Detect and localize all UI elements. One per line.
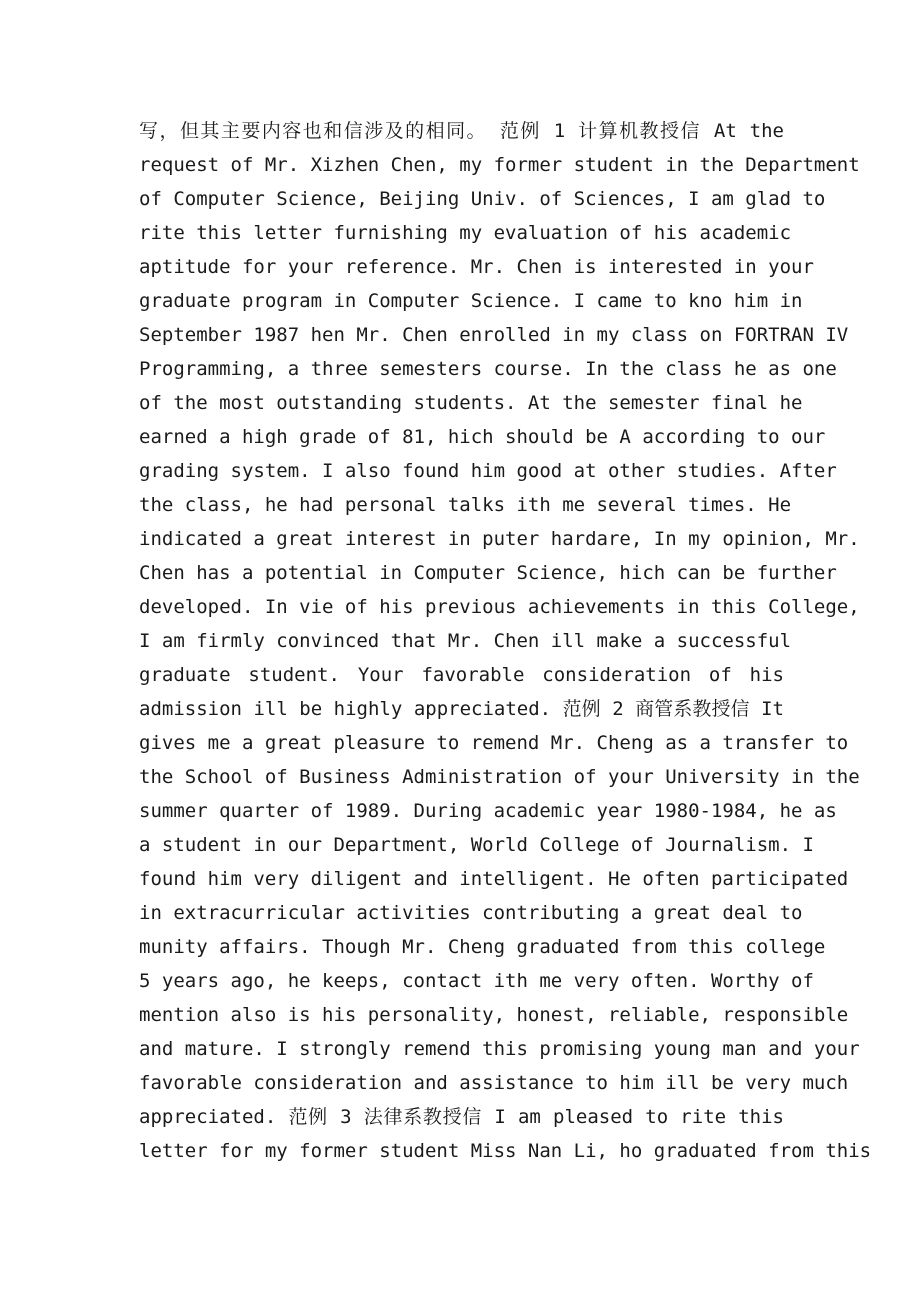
- text-line: 写，但其主要内容也和信涉及的相同。 范例 1 计算机教授信 At the: [139, 120, 784, 142]
- text-line: of Computer Science, Beijing Univ. of Sciences, I am glad to: [139, 188, 826, 210]
- text-line: Programming, a three semesters course. In the class he as one: [139, 358, 837, 380]
- text-line: the School of Business Administration of your University in the: [139, 766, 860, 788]
- text-line: mention also is his personality, honest, reliable, responsible: [139, 1004, 849, 1026]
- text-line: I am firmly convinced that Mr. Chen ill make a successful: [139, 630, 792, 652]
- text-line: grading system. I also found him good at other studies. After: [139, 460, 837, 482]
- text-line: earned a high grade of 81, hich should be A according to our: [139, 426, 826, 448]
- text-line: admission ill be highly appreciated. 范例 2 商管系教授信 It: [139, 698, 784, 720]
- text-line: found him very diligent and intelligent. He often participated: [139, 868, 849, 890]
- text-line: a student in our Department, World College of Journalism. I: [139, 834, 814, 856]
- text-line: aptitude for your reference. Mr. Chen is interested in your: [139, 256, 814, 278]
- text-line: Chen has a potential in Computer Science, hich can be further: [139, 562, 837, 584]
- text-line: rite this letter furnishing my evaluation of his academic: [139, 222, 792, 244]
- body-text: [139, 114, 872, 1168]
- text-line: September 1987 hen Mr. Chen enrolled in my class on FORTRAN IV: [139, 324, 849, 346]
- text-line: favorable consideration and assistance to him ill be very much: [139, 1072, 849, 1094]
- text-line: the class, he had personal talks ith me several times. He: [139, 494, 792, 516]
- text-line: of the most outstanding students. At the semester final he: [139, 392, 803, 414]
- text-line: graduate program in Computer Science. I came to kno him in: [139, 290, 803, 312]
- text-line: summer quarter of 1989. During academic year 1980-1984, he as: [139, 800, 837, 822]
- text-line: munity affairs. Though Mr. Cheng graduated from this college: [139, 936, 826, 958]
- text-line: appreciated. 范例 3 法律系教授信 I am pleased to rite this: [139, 1106, 784, 1128]
- text-line: graduate student. Your favorable consideration of his: [139, 664, 784, 686]
- text-line: indicated a great interest in puter hardare, In my opinion, Mr.: [139, 528, 860, 550]
- text-line: gives me a great pleasure to remend Mr. Cheng as a transfer to: [139, 732, 849, 754]
- text-line: 5 years ago, he keeps, contact ith me very often. Worthy of: [139, 970, 814, 992]
- text-line: developed. In vie of his previous achievements in this College,: [139, 596, 860, 618]
- text-line: in extracurricular activities contributing a great deal to: [139, 902, 803, 924]
- text-line: letter for my former student Miss Nan Li, ho graduated from this: [139, 1140, 872, 1162]
- text-line: and mature. I strongly remend this promising young man and your: [139, 1038, 860, 1060]
- text-line: request of Mr. Xizhen Chen, my former student in the Department: [139, 154, 860, 176]
